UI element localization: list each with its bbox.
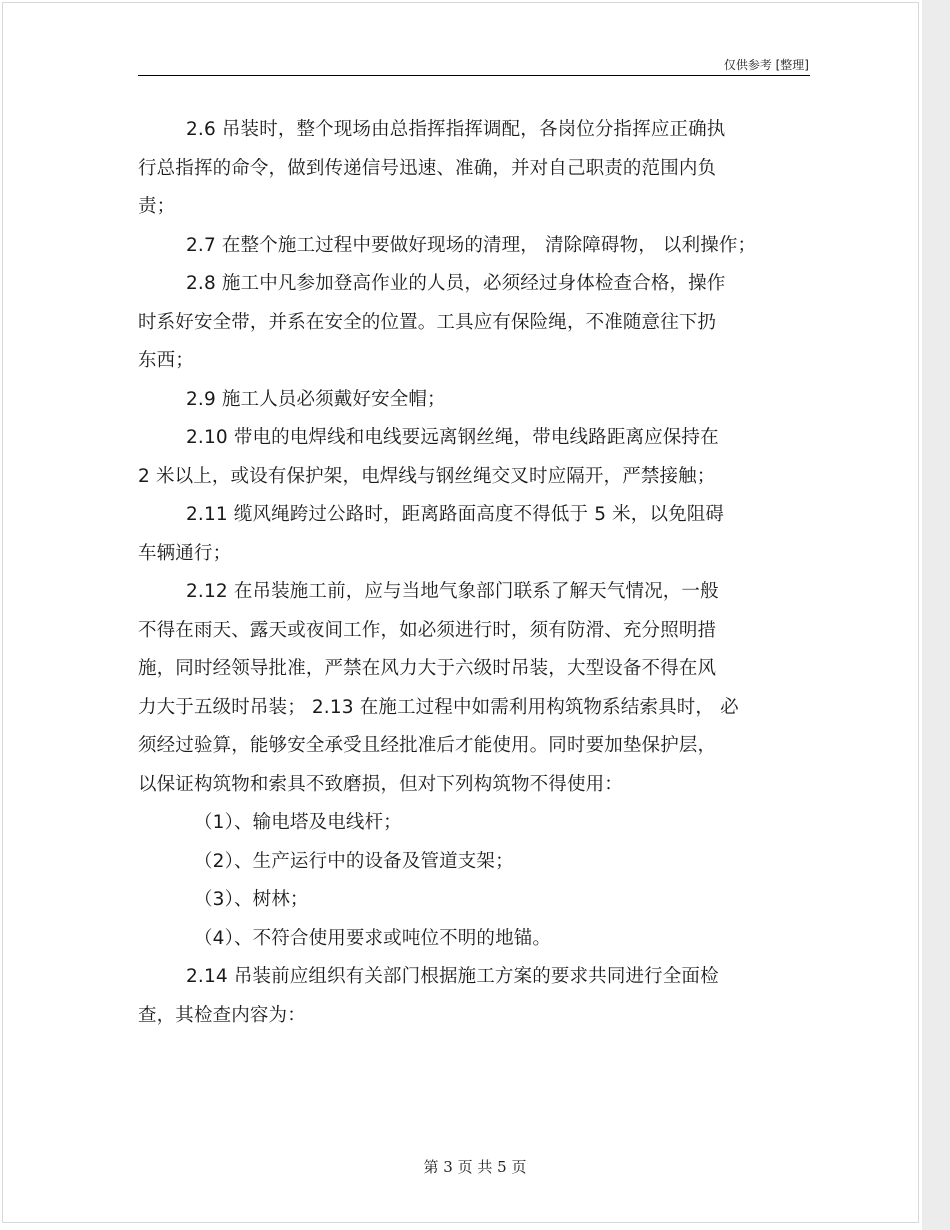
paragraph-line: 东西； (138, 350, 194, 371)
paragraph-line: 2 米以上，或设有保护架，电焊线与钢丝绳交叉时应隔开，严禁接触； (138, 465, 716, 487)
paragraph-line: 2.12 在吊装施工前，应与当地气象部门联系了解天气情况，一般 (186, 581, 719, 602)
header-divider (138, 75, 810, 76)
paragraph-line: 2.6 吊装时，整个现场由总指挥指挥调配，各岗位分指挥应正确执 (186, 119, 726, 140)
paragraph-line: 时系好安全带，并系在安全的位置。工具应有保险绳，不准随意往下扔 (138, 311, 717, 333)
paragraph-line: 不得在雨天、露天或夜间工作，如必须进行时，须有防滑、充分照明措 (138, 619, 717, 641)
paragraph-line: 责； (138, 196, 176, 217)
list-item: （1）、输电塔及电线杆； (194, 812, 402, 833)
paragraph-line: 2.7 在整个施工过程中要做好现场的清理， 清除障碍物， 以利操作； (186, 234, 757, 256)
page-number-footer: 第 3 页 共 5 页 (423, 1158, 527, 1176)
paragraph-line: 2.9 施工人员必须戴好安全帽； (186, 388, 446, 410)
document-body (138, 111, 810, 1035)
list-item: （3）、树林； (194, 889, 309, 910)
paragraph-line: 施，同时经领导批准，严禁在风力大于六级时吊装，大型设备不得在风 (138, 658, 717, 679)
paragraph-line: 须经过验算，能够安全承受且经批准后才能使用。同时要加垫保护层， (138, 735, 717, 756)
paragraph-line: 2.10 带电的电焊线和电线要远离钢丝绳，带电线路距离应保持在 (186, 427, 719, 448)
list-item: （2）、生产运行中的设备及管道支架； (194, 850, 514, 872)
paragraph-line: 车辆通行； (138, 542, 232, 564)
page-header: 仅供参考 [整理] (723, 58, 809, 72)
paragraph-line: 行总指挥的命令，做到传递信号迅速、准确，并对自己职责的范围内负 (138, 157, 717, 179)
viewer-margin (922, 0, 950, 1230)
list-item: （4）、不符合使用要求或吨位不明的地锚。 (194, 927, 552, 949)
paragraph-line: 以保证构筑物和索具不致磨损，但对下列构筑物不得使用： (138, 773, 623, 795)
paragraph-line: 2.8 施工中凡参加登高作业的人员，必须经过身体检查合格，操作 (186, 273, 726, 294)
paragraph-line: 2.14 吊装前应组织有关部门根据施工方案的要求共同进行全面检 (186, 966, 719, 987)
paragraph-line: 力大于五级时吊装； 2.13 在施工过程中如需利用构筑物系结索具时， 必 (138, 696, 739, 718)
paragraph-line: 2.11 缆风绳跨过公路时，距离路面高度不得低于 5 米，以免阻碍 (186, 504, 725, 525)
paragraph-line: 查，其检查内容为： (138, 1004, 306, 1026)
